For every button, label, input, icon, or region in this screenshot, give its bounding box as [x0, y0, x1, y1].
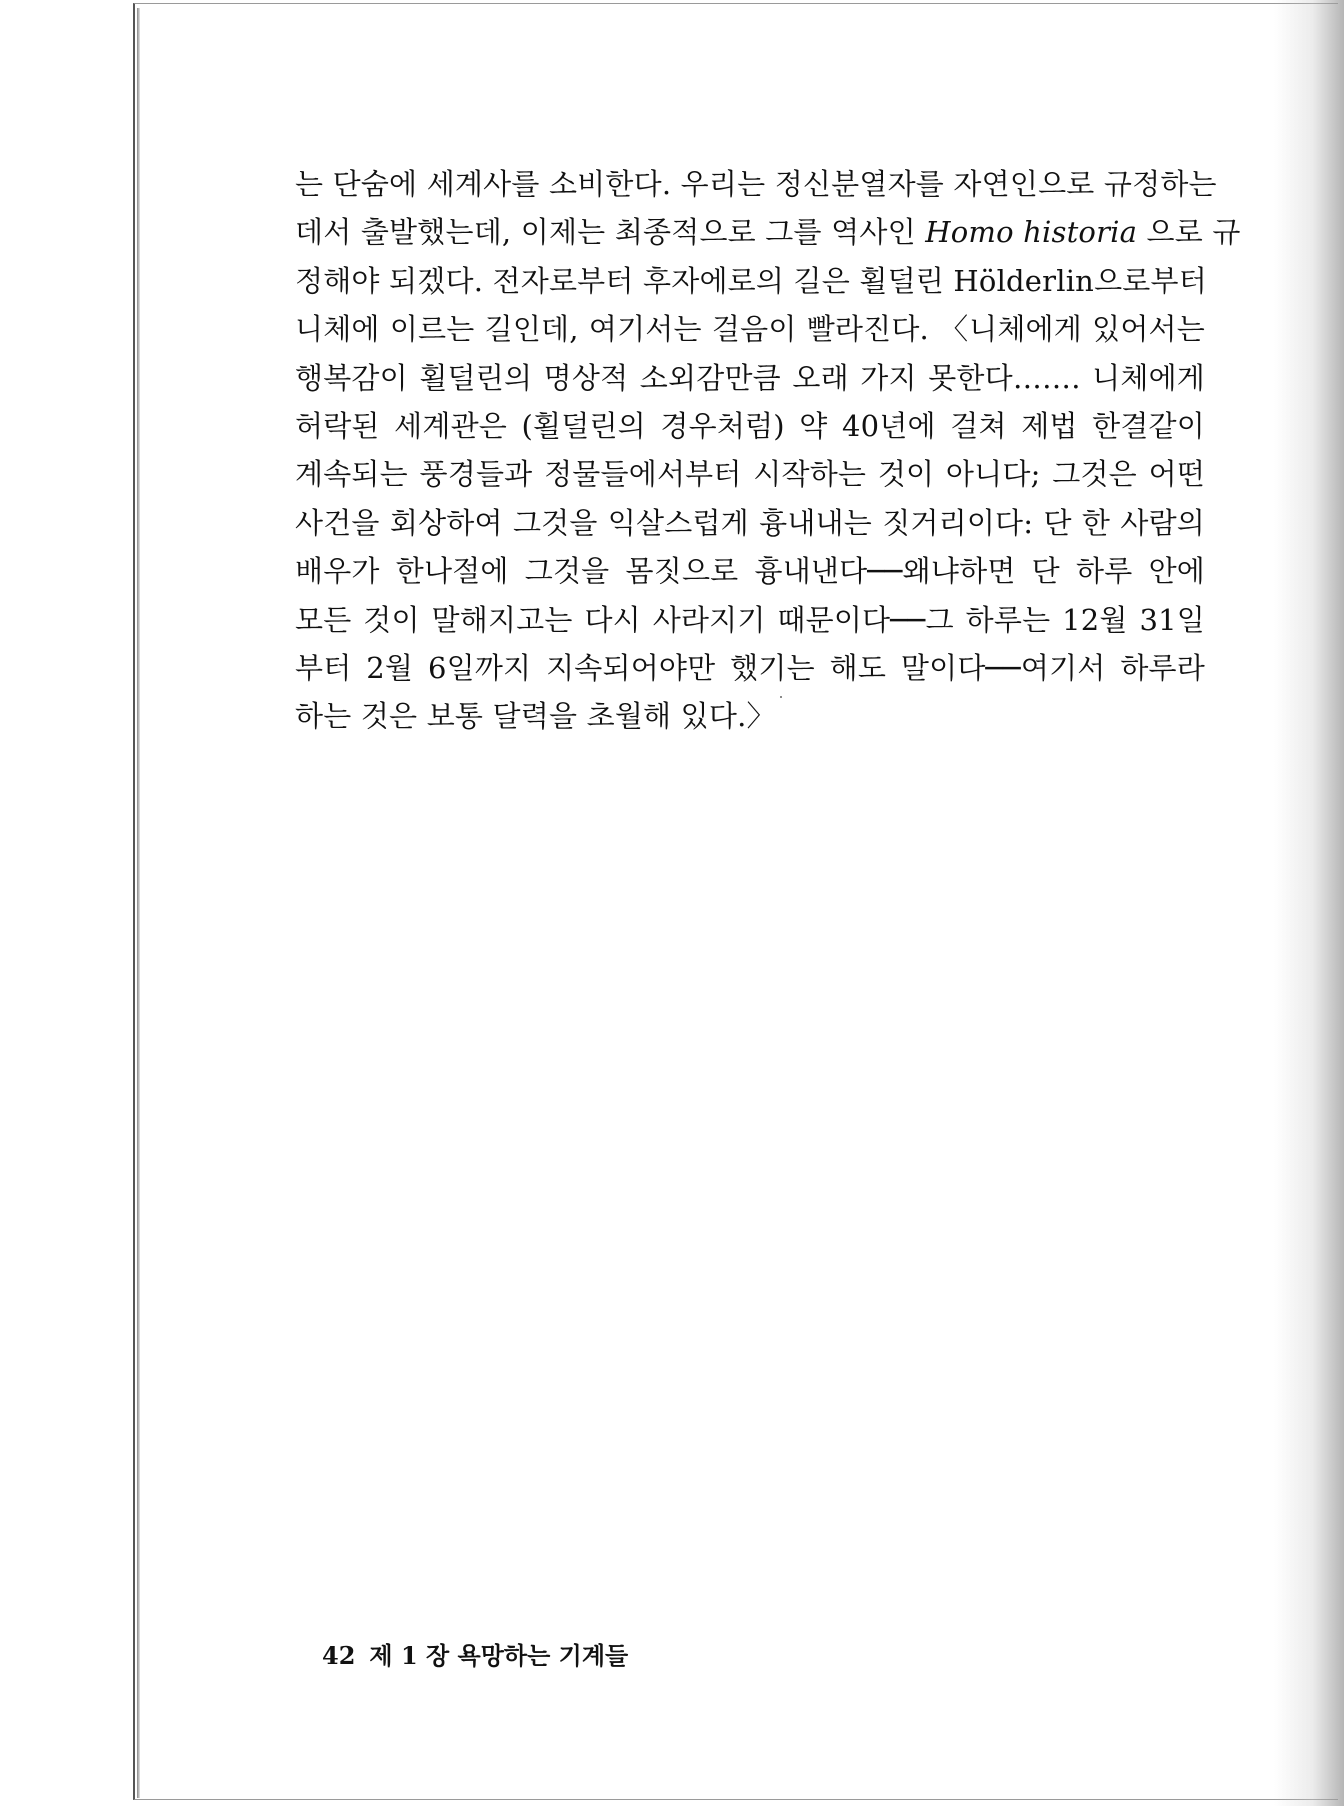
- text-line: 행복감이 횔덜린의 명상적 소외감만큼 오래 가지 못한다……. 니체에게: [295, 360, 1205, 395]
- text-line: 모든 것이 말해지고는 다시 사라지기 때문이다──그 하루는 12월 31일: [295, 602, 1205, 637]
- text-segment: 으로 규: [1146, 215, 1241, 250]
- text-line: 사건을 회상하여 그것을 익살스럽게 흉내내는 짓거리이다: 단 한 사람의: [295, 505, 1205, 540]
- text-line: 부터 2월 6일까지 지속되어야만 했기는 해도 말이다──여기서 하루라: [295, 650, 1205, 685]
- text-segment: 데서 출발했는데, 이제는 최종적으로 그를 역사인: [295, 215, 926, 250]
- page-number: 42: [322, 1641, 356, 1670]
- text-line: [295, 208, 1241, 256]
- text-line: 하는 것은 보통 달력을 초월해 있다.〉: [295, 699, 776, 734]
- italic-term: Homo historia: [925, 215, 1138, 250]
- text-line: 정해야 되겠다. 전자로부터 후자에로의 길은 횔덜린 Hölderlin으로부터: [295, 263, 1207, 298]
- text-line: 허락된 세계관은 (횔덜린의 경우처럼) 약 40년에 걸쳐 제법 한결같이: [295, 408, 1205, 443]
- print-speck: [780, 696, 782, 698]
- binding-edge: [137, 8, 140, 1798]
- page-curl-shadow: [1274, 0, 1344, 1806]
- text-line: 계속되는 풍경들과 정물들에서부터 시작하는 것이 아니다; 그것은 어떤: [295, 457, 1205, 492]
- text-line: 는 단숨에 세계사를 소비한다. 우리는 정신분열자를 자연인으로 규정하는: [295, 167, 1217, 201]
- body-paragraph: [295, 160, 1241, 741]
- text-line: 배우가 한나절에 그것을 몸짓으로 흉내낸다──왜냐하면 단 하루 안에: [295, 554, 1205, 589]
- text-line: 니체에 이르는 길인데, 여기서는 걸음이 빨라진다. 〈니체에게 있어서는: [295, 312, 1205, 347]
- running-footer: [322, 1636, 628, 1671]
- chapter-title: 제 1 장 욕망하는 기계들: [369, 1641, 629, 1670]
